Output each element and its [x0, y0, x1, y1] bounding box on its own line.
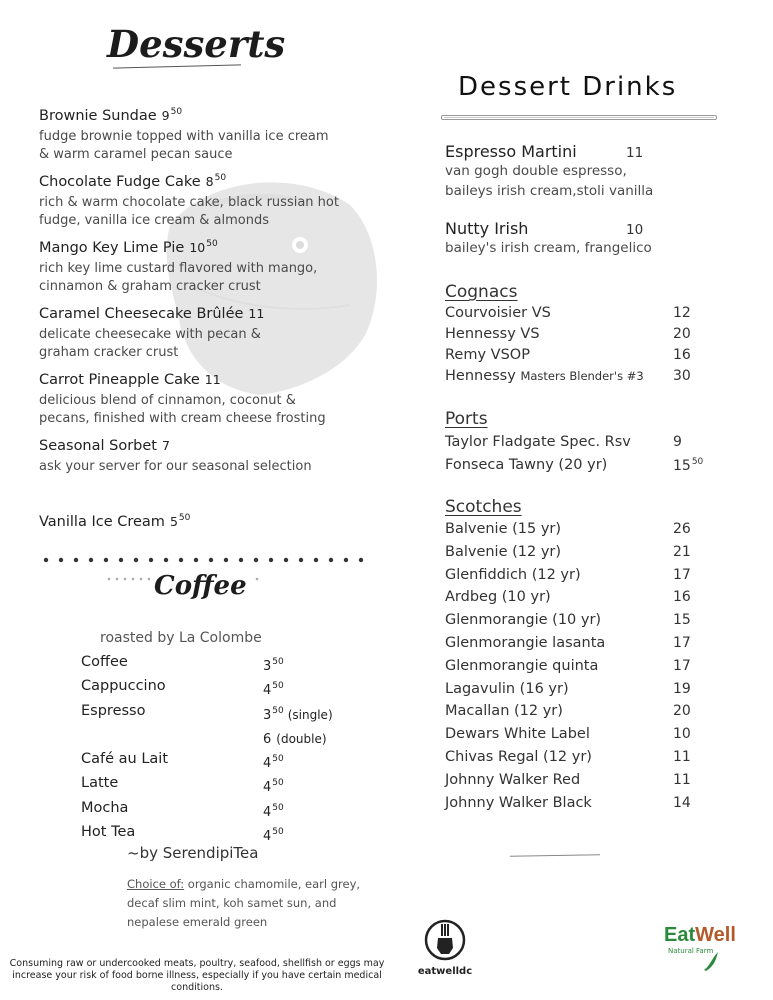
- dessert-drinks-underline: [441, 115, 717, 120]
- drink-name: Espresso Martini: [445, 142, 577, 161]
- drink-row: Johnny Walker Red 11: [445, 771, 691, 788]
- drink-row: Dewars White Label 10: [445, 726, 691, 743]
- eatwelldc-logo: eatwelldc: [415, 918, 475, 988]
- drink-row: Hennessy Masters Blender's #3 30: [445, 368, 691, 384]
- fork-fist-icon: [423, 918, 467, 962]
- featured-drink: [445, 219, 715, 258]
- coffee-price: 6 (double): [263, 731, 327, 747]
- dessert-name: Mango Key Lime Pie: [39, 240, 185, 256]
- dessert-name: Vanilla Ice Cream: [39, 514, 165, 530]
- coffee-list: [81, 650, 371, 844]
- cognacs-list: [445, 305, 705, 389]
- ports-list: [445, 434, 705, 480]
- dessert-price: 11: [248, 306, 265, 321]
- dessert-list: [39, 107, 369, 485]
- coffee-title: Coffee: [150, 571, 251, 601]
- drink-row: Glenmorangie lasanta 17: [445, 634, 691, 651]
- dessert-name: Carrot Pineapple Cake: [39, 372, 200, 388]
- cognacs-heading: Cognacs: [445, 282, 518, 302]
- dessert-name: Caramel Cheesecake Brûlée: [39, 306, 244, 322]
- coffee-row: [81, 723, 371, 747]
- dessert-item: [39, 305, 369, 362]
- dessert-drinks-title: Dessert Drinks: [458, 72, 678, 102]
- drink-row: Remy VSOP 16: [445, 347, 691, 363]
- dessert-name: Brownie Sundae: [39, 108, 157, 124]
- drink-row: Chivas Regal (12 yr) 11: [445, 748, 691, 765]
- dessert-price: 7: [162, 438, 170, 453]
- drink-price: 10: [626, 222, 644, 238]
- drink-row: Glenmorangie (10 yr) 15: [445, 612, 691, 629]
- dessert-item: [39, 371, 369, 428]
- food-safety-disclaimer: Consuming raw or undercooked meats, poultry, seafood, shellfish or eggs may increase your risk of food borne illness, especially if you have certain medical conditions.: [9, 958, 385, 993]
- dessert-item: [39, 107, 369, 164]
- dessert-price: $10^{50}$: [189, 239, 218, 255]
- drink-row: Johnny Walker Black 14: [445, 794, 691, 811]
- coffee-price: $4^{50}$: [263, 827, 284, 845]
- coffee-row: Hot Tea $4^{50}$: [81, 820, 371, 844]
- drink-row: Glenfiddich (12 yr) 17: [445, 566, 691, 583]
- desserts-title: Desserts: [107, 22, 286, 66]
- drink-description: van gogh double espresso, baileys irish cream,stoli vanilla: [445, 163, 654, 199]
- coffee-row: Mocha $4^{50}$: [81, 796, 371, 820]
- coffee-price: $3^{50}$: [263, 657, 284, 674]
- dessert-description: rich & warm chocolate cake, black russian hot fudge, vanilla ice cream & almonds: [39, 195, 339, 228]
- dessert-name: Chocolate Fudge Cake: [39, 174, 201, 190]
- drink-row: Hennessy VS 20: [445, 326, 691, 342]
- featured-drink: [445, 142, 715, 201]
- dessert-name: Seasonal Sorbet: [39, 438, 157, 454]
- dessert-item: [39, 173, 369, 230]
- drink-description: bailey's irish cream, frangelico: [445, 240, 652, 256]
- coffee-row: Latte $4^{50}$: [81, 771, 371, 795]
- dessert-description: fudge brownie topped with vanilla ice cream & warm caramel pecan sauce: [39, 129, 329, 162]
- drink-row: Fonseca Tawny (20 yr) $15^{50}$: [445, 457, 704, 474]
- drink-row: Balvenie (12 yr) 21: [445, 543, 691, 560]
- dessert-price: $5^{50}$: [169, 513, 191, 529]
- coffee-price: $4^{50}$: [263, 802, 284, 820]
- ports-heading: Ports: [445, 409, 488, 429]
- dessert-description: delicate cheesecake with pecan & graham cracker crust: [39, 327, 261, 360]
- dessert-price: $8^{50}$: [205, 173, 227, 189]
- dessert-description: rich key lime custard flavored with mango, cinnamon & graham cracker crust: [39, 261, 318, 294]
- drink-price: 11: [626, 145, 644, 161]
- leaf-icon: [702, 950, 722, 972]
- coffee-price: $4^{50}$: [263, 681, 284, 699]
- drink-row: Balvenie (15 yr) 26: [445, 521, 691, 537]
- coffee-price: $4^{50}$: [263, 778, 284, 796]
- coffee-row: Café au Lait $4^{50}$: [81, 747, 371, 771]
- coffee-price: $4^{50}$: [263, 754, 284, 772]
- drink-row: Macallan (12 yr) 20: [445, 703, 691, 720]
- dessert-item: [39, 239, 369, 296]
- drink-name: Nutty Irish: [445, 219, 529, 238]
- drink-row: Lagavulin (16 yr) 19: [445, 680, 691, 697]
- eatwell-natural-farm-logo: EatWell Natural Farm: [664, 924, 734, 984]
- dessert-price: $9^{50}$: [161, 107, 183, 123]
- scotches-list: [445, 521, 705, 817]
- drink-row: Taylor Fladgate Spec. Rsv 9: [445, 434, 682, 450]
- dessert-description: ask your server for our seasonal selection: [39, 459, 312, 474]
- dessert-item: [39, 437, 369, 476]
- tea-supplier: ~by SerendipiTea: [127, 844, 259, 862]
- coffee-row: Espresso $3^{50}$ (single): [81, 699, 371, 723]
- coffee-row: Cappuccino $4^{50}$: [81, 674, 371, 698]
- dessert-item-vanilla: [39, 513, 190, 530]
- drink-row: Ardbeg (10 yr) 16: [445, 589, 691, 606]
- dotted-divider: [43, 557, 365, 563]
- coffee-roaster: roasted by La Colombe: [100, 630, 262, 646]
- scotches-heading: Scotches: [445, 497, 522, 517]
- coffee-price: $3^{50}$ (single): [263, 705, 333, 723]
- section-divider: [510, 854, 600, 857]
- drink-row: Glenmorangie quinta 17: [445, 657, 691, 674]
- dessert-price: 11: [204, 372, 221, 387]
- dessert-description: delicious blend of cinnamon, coconut & pecans, finished with cream cheese frosting: [39, 393, 326, 426]
- coffee-row: Coffee $3^{50}$: [81, 650, 371, 674]
- tea-choices: Choice of: organic chamomile, earl grey, decaf slim mint, koh samet sun, and nepalese emerald green: [127, 877, 361, 929]
- drink-row: Courvoisier VS 12: [445, 305, 691, 321]
